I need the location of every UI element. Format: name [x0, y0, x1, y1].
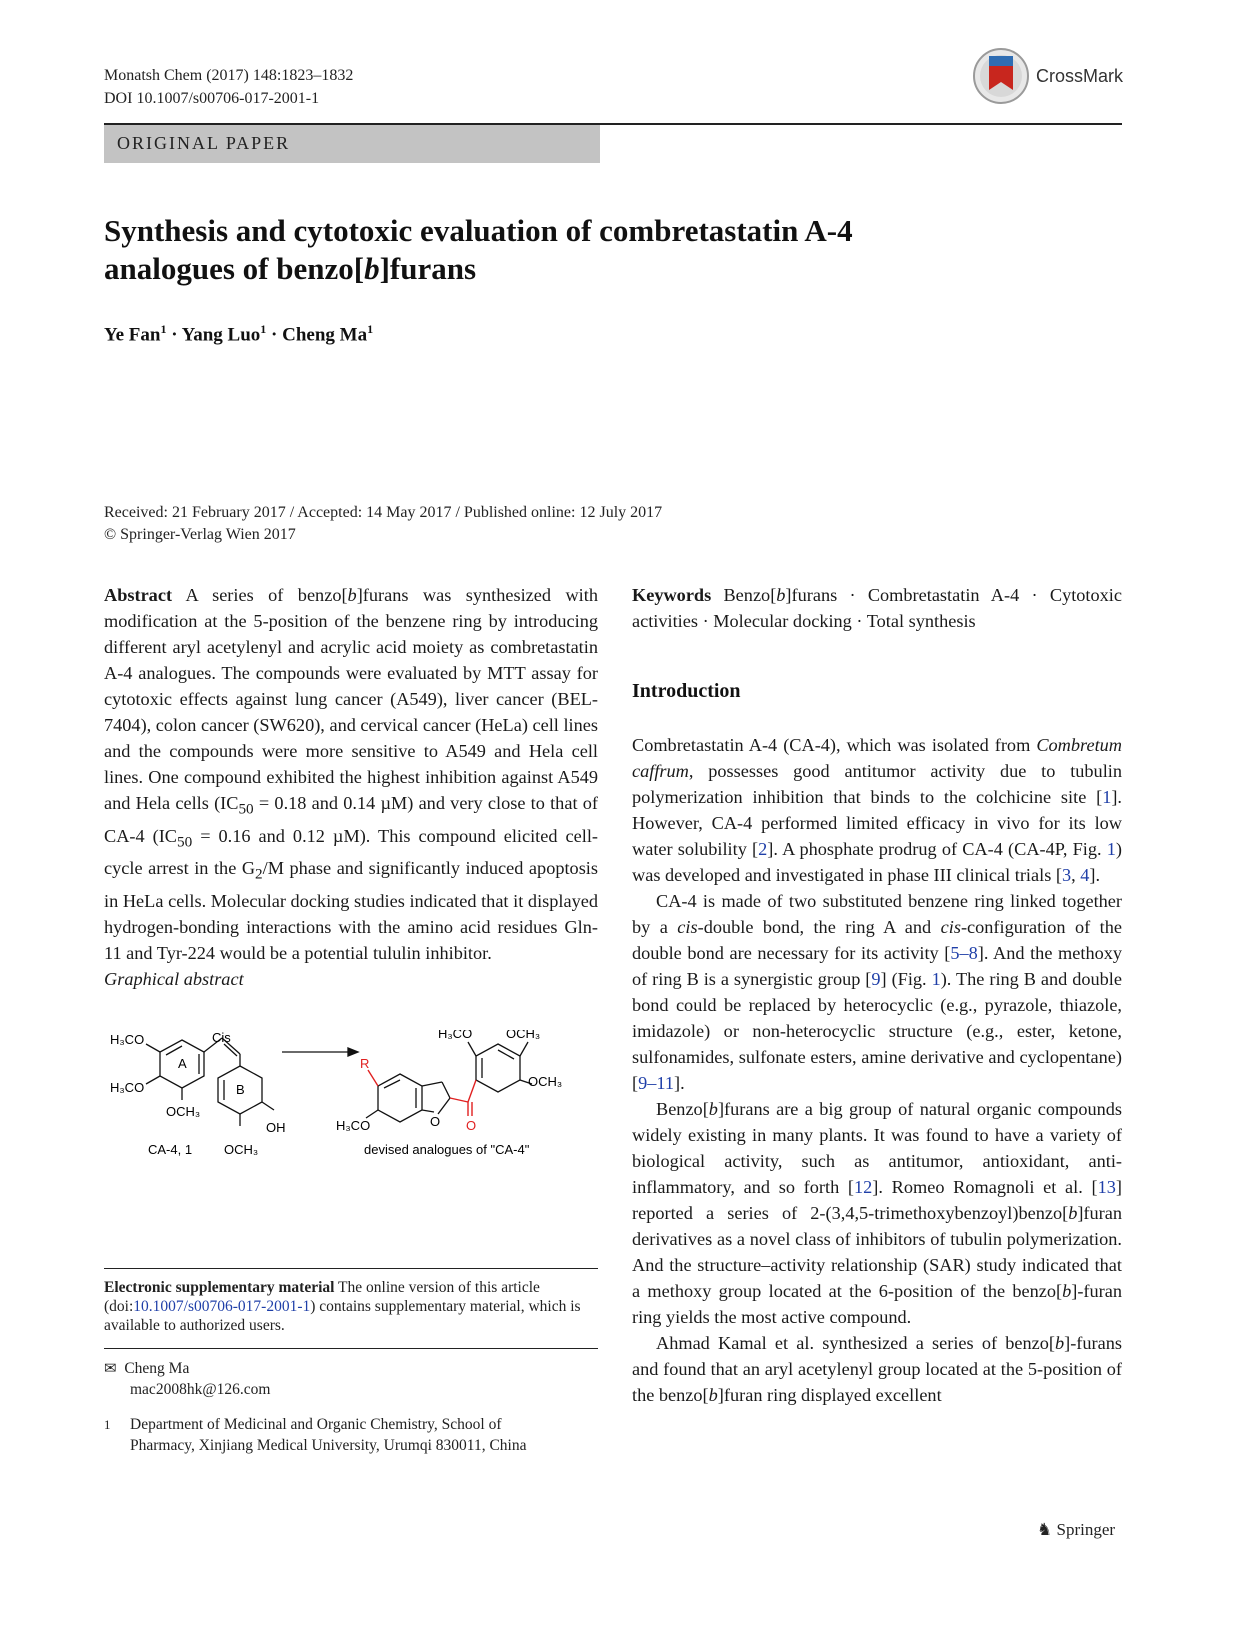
keyword: Total synthesis: [866, 611, 976, 631]
figure-link[interactable]: 1: [931, 969, 941, 989]
abstract-run: A series of benzo[: [172, 585, 348, 605]
furan-bond: [422, 1082, 442, 1086]
corresponding-author: [104, 1358, 270, 1379]
ref-link[interactable]: 2: [758, 839, 768, 859]
title-line-2: [104, 250, 1004, 288]
author-list: [104, 322, 373, 346]
furan-bond: [422, 1110, 434, 1112]
ref-link[interactable]: 5–8: [950, 943, 978, 963]
keyword: Molecular docking: [713, 611, 852, 631]
abstract-run: = 0.18 and 0.14 µM) and very close to that of CA-4 (IC: [104, 793, 598, 846]
substituent-bond: [366, 1110, 378, 1118]
dates-line: Received: 21 February 2017 / Accepted: 14 May 2017 / Published online: 12 July 2017: [104, 504, 663, 521]
keyword: Cytotoxic activities: [632, 585, 1122, 631]
ref-link[interactable]: 13: [1097, 1177, 1116, 1197]
label-cis: Cis: [212, 1030, 231, 1045]
publisher-logo: [1037, 1520, 1115, 1540]
author-affiliation: 1: [260, 322, 267, 336]
figure-link[interactable]: 1: [1106, 839, 1116, 859]
keyword-italic: b: [776, 585, 786, 605]
substituent-bond: [468, 1042, 476, 1056]
subscript: 50: [238, 800, 254, 818]
abstract: [104, 582, 598, 992]
supplementary-note: [104, 1278, 598, 1335]
caption-ca4: CA-4, 1: [148, 1142, 193, 1157]
affiliation-number: 1: [104, 1417, 111, 1432]
article-type-label: ORIGINAL PAPER: [117, 133, 291, 153]
publisher-name: Springer: [1056, 1520, 1116, 1539]
author-name[interactable]: Yang Luo: [181, 324, 261, 346]
crossmark-label: CrossMark: [1036, 66, 1124, 86]
label-ring-a: A: [178, 1056, 187, 1071]
substituent-bond: [146, 1044, 160, 1052]
keyword: Combretastatin A-4: [867, 585, 1020, 605]
keywords-heading: Keywords: [632, 585, 712, 605]
carbonyl-linker-bond: [450, 1098, 468, 1102]
esm-text: ) contains supplementary material, which is available to authorized users.: [104, 1298, 581, 1334]
label-och3: OCH₃: [224, 1142, 259, 1157]
intro-paragraph: CA-4 is made of two substituted benzene ring linked together by a cis-double bond, the ring A and cis-configuration of the double bond are necessary for its activity [5–8]. And the methoxy of ring B is a synergistic group [9] (Fig. 1). The ring B and double bond could be replaced by heterocyclic (e.g., pyrazole, thiazole, imidazole) or non-heterocyclic structure (e.g., ester, ketone, sulfonamides, sulfonate esters, amine derivative and cyclopentane) [9–11].: [632, 891, 1123, 1093]
author-name[interactable]: Ye Fan: [104, 324, 161, 346]
ref-link[interactable]: 9: [871, 969, 881, 989]
subscript: 2: [255, 865, 263, 883]
abstract-heading: Abstract: [104, 585, 173, 605]
graphical-abstract-label: Graphical abstract: [104, 968, 244, 989]
ref-link[interactable]: 1: [1102, 787, 1112, 807]
author-separator: ·: [166, 324, 182, 346]
ref-link[interactable]: 9–11: [638, 1073, 674, 1093]
crossmark-icon: [972, 46, 1030, 106]
ref-link[interactable]: 4: [1080, 865, 1090, 885]
graphical-abstract-scheme: [104, 1030, 598, 1210]
affiliation: [104, 1414, 598, 1456]
keyword-list: [632, 582, 1122, 634]
keyword-separator: ·: [1019, 585, 1050, 605]
label-och3: OCH₃: [506, 1030, 541, 1041]
keyword-separator: ·: [698, 611, 714, 631]
introduction-body: [632, 732, 1122, 1408]
intro-paragraph: Benzo[b]furans are a big group of natural organic compounds widely existing in many plants. It was found to have a variety of biological activity, such as antitumor, antioxidant, anti-inflammatory, and so forth [12]. Romeo Romagnoli et al. [13] reported a series of 2-(3,4,5-trimethoxybenzoyl)benzo[b]furan derivatives as a novel class of inhibitors of tubulin polymerization. And the structure–activity relationship (SAR) study indicated that a methoxy group located at the 6-position of the benzo[b]-furan ring yields the most active compound.: [632, 1099, 1122, 1327]
keyword: Benzo[: [711, 585, 777, 605]
corresponding-author-name: Cheng Ma: [124, 1360, 190, 1377]
author-affiliation: 1: [160, 322, 167, 336]
keywords: [632, 582, 1122, 634]
furan-bond: [438, 1098, 450, 1114]
article-type-badge: [104, 125, 600, 163]
esm-text: The online version of this article (doi:: [104, 1279, 540, 1315]
title-italic: b: [364, 251, 380, 286]
caption-analogues: devised analogues of "CA-4": [364, 1142, 530, 1157]
graphical-abstract: [104, 1030, 598, 1210]
title-text: ]furans: [379, 251, 477, 286]
esm-rule: [104, 1268, 598, 1269]
label-r-group: R: [360, 1056, 370, 1071]
substituent-bond: [146, 1076, 160, 1084]
label-och3: OCH₃: [528, 1074, 563, 1089]
ref-link[interactable]: 3: [1061, 865, 1072, 885]
label-och3: OCH₃: [166, 1104, 201, 1119]
copyright-line: © Springer-Verlag Wien 2017: [104, 526, 296, 543]
keyword-separator: ·: [851, 611, 867, 631]
furan-bond: [442, 1082, 450, 1098]
esm-doi-link[interactable]: 10.1007/s00706-017-2001-1: [133, 1298, 311, 1315]
abstract-italic: b: [347, 585, 357, 605]
abstract-text: [104, 582, 598, 966]
envelope-icon: ✉: [104, 1359, 117, 1377]
reaction-arrow-head: [348, 1048, 358, 1056]
r-group-bond: [368, 1070, 378, 1086]
journal-citation: [104, 64, 353, 110]
subscript: 50: [177, 833, 193, 851]
author-separator: ·: [266, 324, 283, 346]
label-ring-oxygen: O: [430, 1114, 441, 1129]
label-h3co: H₃CO: [110, 1080, 145, 1095]
label-carbonyl-oxygen: O: [466, 1118, 477, 1133]
abstract-run: /M phase and significantly induced apoptosis in HeLa cells. Molecular docking studies indicated that it displayed hydrogen-bonding interactions with the amino acid residues Gln-11 and Tyr-224 would be a potential tululin inhibitor.: [104, 858, 598, 963]
label-oh: OH: [266, 1120, 286, 1135]
abstract-run: = 0.16 and 0.12 µM). This compound elicited cell-cycle arrest in the G: [104, 825, 598, 879]
section-heading-introduction: Introduction: [632, 680, 741, 702]
article-title: [104, 212, 1004, 288]
doi-line: DOI 10.1007/s00706-017-2001-1: [104, 90, 320, 107]
intro-paragraph: Ahmad Kamal et al. synthesized a series of benzo[b]-furans and found that an aryl acetylenyl group located at the 5-position of the benzo[b]furan ring displayed excellent: [632, 1333, 1122, 1405]
abstract-run: ]furans was synthesized with modification at the 5-position of the benzene ring by introducing different aryl acetylenyl and acrylic acid moiety as combretastatin A-4 analogues. The compounds were evaluated by MTT assay for cytotoxic effects against lung cancer (A549), liver cancer (BEL-7404), colon cancer (SW620), and cervical cancer (HeLa) cell lines and the compounds were more sensitive to A549 and Hela cell lines. One compound exhibited the highest inhibition against A549 and Hela cells (IC: [104, 585, 598, 813]
title-line-1: Synthesis and cytotoxic evaluation of combretastatin A-4: [104, 213, 853, 248]
label-ring-b: B: [236, 1082, 245, 1097]
journal-line: Monatsh Chem (2017) 148:1823–1832: [104, 67, 354, 84]
label-h3co: H₃CO: [110, 1032, 145, 1047]
substituent-bond: [262, 1102, 274, 1110]
substituent-bond: [520, 1042, 528, 1056]
esm-heading: Electronic supplementary material: [104, 1279, 335, 1296]
title-text: analogues of benzo[: [104, 251, 365, 286]
label-h3co: H₃CO: [438, 1030, 473, 1041]
intro-paragraph: Combretastatin A-4 (CA-4), which was isolated from Combretum caffrum, possesses good antitumor activity due to tubulin polymerization inhibition that binds to the colchicine site [1]. However, CA-4 performed limited efficacy in vivo for its low water solubility [2]. A phosphate prodrug of CA-4 (CA-4P, Fig. 1) was developed and investigated in phase III clinical trials [3, 4].: [632, 735, 1123, 885]
springer-horse-icon: ♞: [1037, 1520, 1053, 1540]
author-affiliation: 1: [367, 322, 374, 336]
crossmark-badge[interactable]: [972, 46, 1122, 106]
corresponding-email[interactable]: mac2008hk@126.com: [130, 1381, 271, 1398]
author-name[interactable]: Cheng Ma: [282, 324, 368, 346]
affiliation-text: Department of Medicinal and Organic Chemistry, School of Pharmacy, Xinjiang Medical University, Urumqi 830011, China: [130, 1416, 527, 1454]
ref-link[interactable]: 12: [854, 1177, 873, 1197]
label-h3co: H₃CO: [336, 1118, 371, 1133]
correspondence-rule: [104, 1348, 598, 1349]
correspondence: [104, 1358, 270, 1400]
keyword-separator: ·: [837, 585, 868, 605]
carbonyl-linker-bond: [468, 1080, 476, 1102]
publication-dates: [104, 502, 662, 546]
keyword: ]furans: [785, 585, 838, 605]
